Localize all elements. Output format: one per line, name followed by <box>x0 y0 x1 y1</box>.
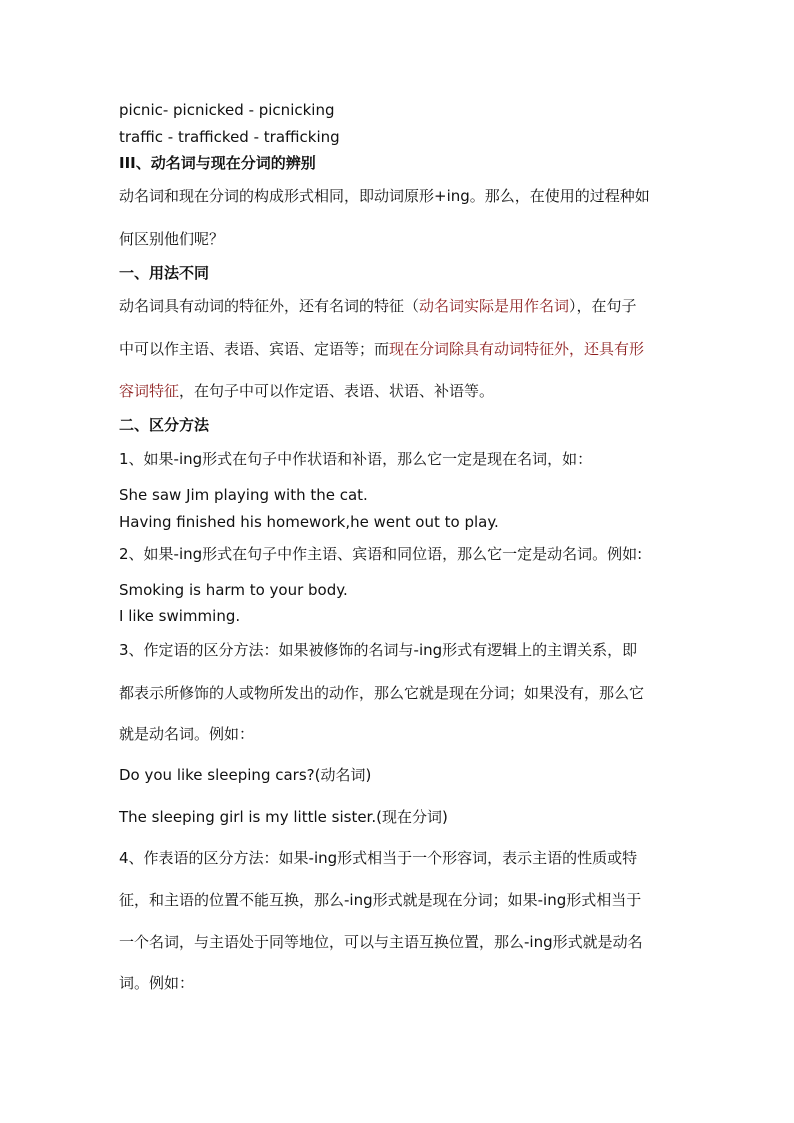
text-segment: picnic- picnicked - picnicking <box>119 101 335 119</box>
paragraph-line <box>119 724 254 744</box>
text-segment: traffic - trafficked - trafficking <box>119 128 340 146</box>
verb-form-example-picnic <box>119 100 335 120</box>
text-segment: 1、如果-ing形式在句子中作状语和补语，那么它一定是现在名词，如： <box>119 450 593 468</box>
emphasis-text: 现在分词除具有动词特征外，还具有形 <box>389 340 645 358</box>
text-segment: Smoking is harm to your body. <box>119 581 348 599</box>
paragraph-line <box>119 381 494 401</box>
example-sentence <box>119 765 371 785</box>
heading-text: 一、用法不同 <box>119 264 210 282</box>
text-segment: 中可以作主语、表语、宾语、定语等；而 <box>119 340 390 358</box>
text-segment: 3、作定语的区分方法：如果被修饰的名词与-ing形式有逻辑上的主谓关系，即 <box>119 641 638 659</box>
text-segment: Do you like sleeping cars?(动名词) <box>119 766 372 784</box>
text-segment: 2、如果-ing形式在句子中作主语、宾语和同位语，那么它一定是动名词。例如: <box>119 545 643 563</box>
text-segment: 4、作表语的区分方法：如果-ing形式相当于一个形容词，表示主语的性质或特 <box>119 849 638 867</box>
example-sentence <box>119 580 348 600</box>
example-sentence <box>119 606 240 626</box>
paragraph-line <box>119 932 643 952</box>
numbered-point-2 <box>119 544 642 564</box>
text-segment: 都表示所修饰的人或物所发出的动作，那么它就是现在分词；如果没有，那么它 <box>119 684 645 702</box>
text-segment: 动名词和现在分词的构成形式相同，即动词原形+ing。那么，在使用的过程种如 <box>119 187 650 205</box>
text-segment: 就是动名词。例如： <box>119 725 255 743</box>
heading-text: III、动名词与现在分词的辨别 <box>119 154 316 172</box>
text-segment: She saw Jim playing with the cat. <box>119 486 368 504</box>
paragraph-line <box>119 186 650 206</box>
example-sentence <box>119 807 448 827</box>
paragraph-line <box>119 683 644 703</box>
text-segment: ，在句子中可以作定语、表语、状语、补语等。 <box>179 382 495 400</box>
text-segment: ），在句子 <box>569 297 637 315</box>
paragraph-line <box>119 890 641 910</box>
example-sentence <box>119 485 368 505</box>
text-segment: Having finished his homework,he went out to play. <box>119 513 499 531</box>
text-segment: 征，和主语的位置不能互换，那么-ing形式就是现在分词；如果-ing形式相当于 <box>119 891 642 909</box>
example-sentence <box>119 512 499 532</box>
verb-form-example-traffic <box>119 127 340 147</box>
text-segment: I like swimming. <box>119 607 241 625</box>
emphasis-text: 动名词实际是用作名词 <box>419 297 570 315</box>
numbered-point-1 <box>119 449 592 469</box>
paragraph-line <box>119 339 644 359</box>
subheading-usage-difference <box>119 263 209 283</box>
section-heading-iii <box>119 153 316 173</box>
numbered-point-4 <box>119 848 637 868</box>
text-segment: 词。例如： <box>119 974 195 992</box>
numbered-point-3 <box>119 640 637 660</box>
heading-text: 二、区分方法 <box>119 416 210 434</box>
paragraph-line <box>119 229 224 249</box>
subheading-distinguishing-methods <box>119 415 209 435</box>
text-segment: 动名词具有动词的特征外，还有名词的特征（ <box>119 297 420 315</box>
paragraph-line <box>119 296 637 316</box>
text-segment: 何区别他们呢？ <box>119 230 225 248</box>
text-segment: The sleeping girl is my little sister.(现在分词) <box>119 808 448 826</box>
emphasis-text: 容词特征 <box>119 382 180 400</box>
paragraph-line <box>119 973 194 993</box>
text-segment: 一个名词，与主语处于同等地位，可以与主语互换位置，那么-ing形式就是动名 <box>119 933 643 951</box>
